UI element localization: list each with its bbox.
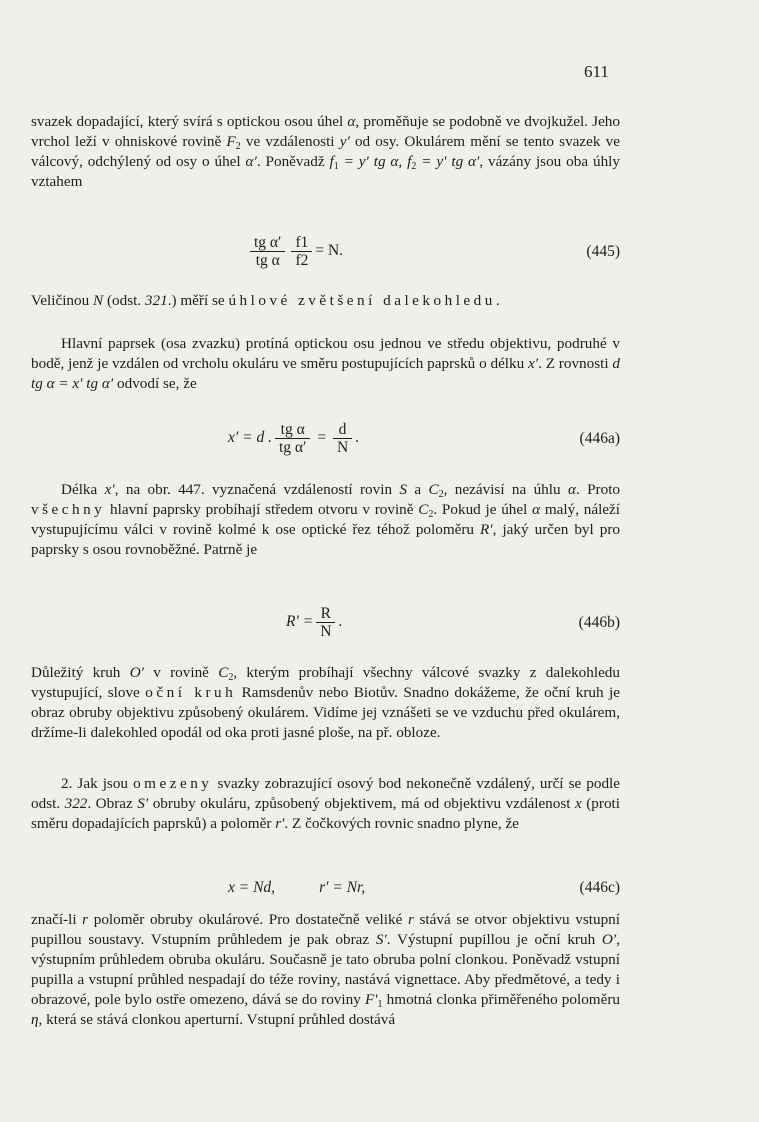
equation-label-445: (445): [586, 243, 620, 260]
fraction-r-over-n: $\frac{R}{N}$: [316, 605, 335, 640]
equation-label-446a: (446a): [579, 430, 620, 447]
fraction-tangent-ratio: $\frac{\text{tg α′}}{\text{tg α}}$: [250, 234, 285, 269]
paragraph-5: Důležitý kruh O′ v rovině $C_2$, kterým probíhají všechny válcové svazky z dalekohledu vystupující, slove oční kruh Ramsdenův nebo Biotův. Snadno dokážeme, že oční kruh je obraz obruby objektivu způsobený okulárem. Vidíme jej vznášeti se ve vzduchu před okulárem, držíme-li dalekohled opodál od oka proti jasné ploše, na př. obloze.: [31, 664, 620, 741]
paragraph-1: svazek dopadající, který svírá s optickou osou úhel α, proměňuje se podobně ve dvojkužel. Jeho vrchol leží v ohniskové rovině $F_2$ ve vzdálenosti y′ od osy. Okulárem mění se tento svazek ve válcový, odchýlený od osy o úhel α′. Poněvadž $f_1 = y'$ tg α, $f_2 = y'$ tg α′, vázány jsou oba úhly vztahem: [31, 113, 620, 190]
equation-446a: x′ = d . $\frac{\text{tg α}}{\text{tg α′}}$ = $\frac{d}{N}$ .: [228, 421, 360, 456]
equation-label-446b: (446b): [578, 614, 620, 631]
paragraph-7: značí-li r poloměr obruby okulárové. Pro dostatečně veliké r stává se otvor objektivu vstupní pupillou soustavy. Vstupním průhledem je pak obraz S′. Výstupní pupillou je oční kruh O′, výstupním průhledem obruba okuláru. Současně je tato obruba polní clonkou. Poněvadž vstupní pupilla a vstupní průhled nespadají do téže roviny, nastává vignettace. Aby předmětové, a tedy i obrazové, pole bylo ostře omezeno, dává se do roviny $F'_1$ hmotná clonka přiměřeného poloměru η, která se stává clonkou aperturní. Vstupní průhled dostává: [31, 911, 620, 1028]
page-number: 611: [584, 62, 609, 81]
equation-445: $\frac{\text{tg α′}}{\text{tg α}}$ $\frac{f1}{f2}$ = N.: [247, 234, 343, 269]
paragraph-3: Hlavní paprsek (osa zvazku) protíná optickou osu jednou ve středu objektivu, podruhé v bodě, jenž je vzdálen od vrcholu okuláru ve směru postupujících paprsků o délku x′. Z rovnosti d tg α = x′ tg α′ odvodí se, že: [31, 335, 620, 392]
paragraph-4: Délka x′, na obr. 447. vyznačená vzdáleností rovin S a $C_2$, nezávisí na úhlu α. Proto všechny hlavní paprsky probíhají středem otvoru v rovině $C_2$. Pokud je úhel α malý, náleží vystupujícímu válci v rovině kolmé k ose optické řez téhož poloměru R′, jaký určen byl pro paprsky s osou rovnoběžné. Patrně je: [31, 481, 621, 558]
fraction-focal-ratio: $\frac{f1}{f2}$: [291, 234, 312, 269]
equation-446b: R′ = $\frac{R}{N}$ .: [286, 605, 343, 640]
equation-446c: x = Nd, r′ = Nr,: [228, 879, 366, 896]
paragraph-6: 2. Jak jsou omezeny svazky zobrazující osový bod nekonečně vzdálený, určí se podle odst. 322. Obraz S′ obruby okuláru, způsobený objektivem, má od objektivu vzdálenost x (proti směru dopadajících paprsků) a poloměr r′. Z čočkových rovnic snadno plyne, že: [31, 775, 620, 832]
equation-label-446c: (446c): [579, 879, 620, 896]
fraction-d-over-n: $\frac{d}{N}$: [333, 421, 352, 456]
fraction-tangent: $\frac{\text{tg α}}{\text{tg α′}}$: [275, 421, 310, 456]
paragraph-2: Veličinou N (odst. 321.) měří se úhlové zvětšení dalekohledu.: [31, 292, 500, 309]
